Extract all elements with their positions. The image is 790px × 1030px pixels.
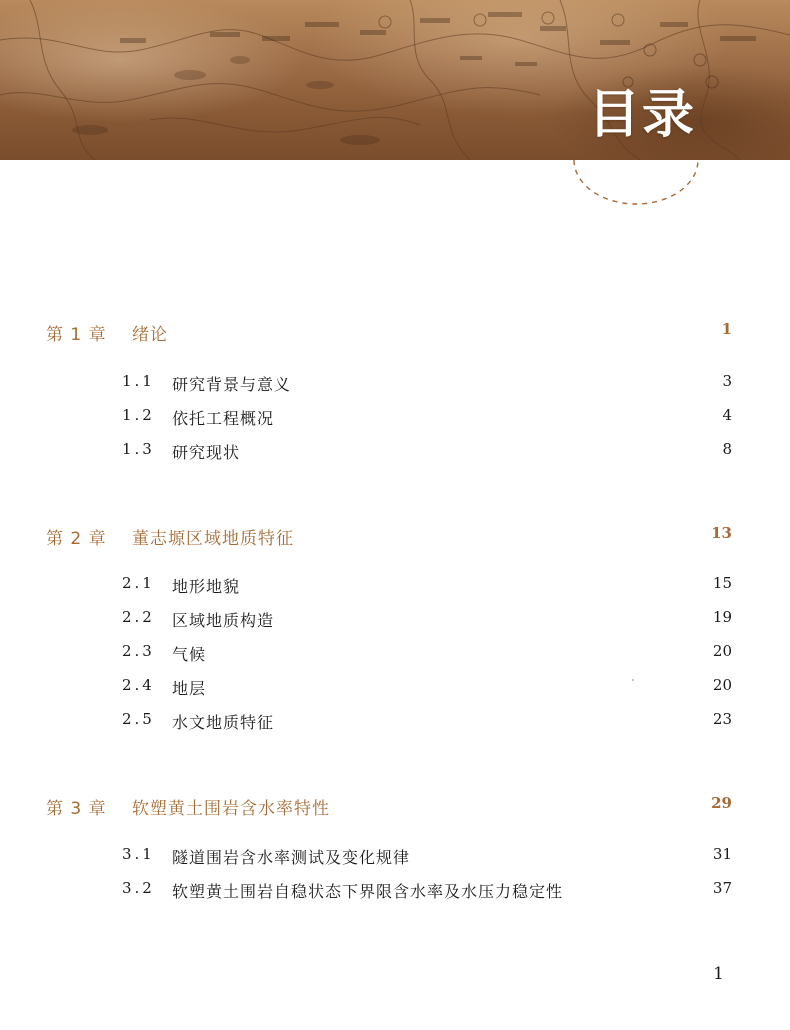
section-number: 3.2 <box>122 879 155 897</box>
toc-section-3-2[interactable] <box>122 879 732 905</box>
section-title: 依托工程概况 <box>172 409 275 428</box>
section-title: 地形地貌 <box>172 577 241 596</box>
toc-section-2-3[interactable] <box>122 642 732 668</box>
toc-section-2-4[interactable] <box>122 676 732 702</box>
section-title: 气候 <box>172 645 207 664</box>
toc-chapter-2[interactable] <box>46 524 732 554</box>
section-title: 水文地质特征 <box>172 713 275 732</box>
section-title: 研究现状 <box>172 443 241 462</box>
section-title: 区域地质构造 <box>172 611 275 630</box>
toc-section-1-2[interactable] <box>122 406 732 432</box>
toc-section-2-1[interactable] <box>122 574 732 600</box>
section-page: 31 <box>712 845 732 863</box>
toc-section-2-2[interactable] <box>122 608 732 634</box>
chapter-page: 29 <box>711 794 732 812</box>
page-number: 1 <box>713 964 724 984</box>
section-number: 2.3 <box>122 642 155 660</box>
chapter-title: 绪论 <box>132 325 168 345</box>
section-title: 地层 <box>172 679 207 698</box>
section-title: 软塑黄土围岩自稳状态下界限含水率及水压力稳定性 <box>172 882 564 901</box>
chapter-number: 第 1 章 <box>46 325 107 345</box>
section-page: 4 <box>722 406 732 424</box>
toc-section-3-1[interactable] <box>122 845 732 871</box>
chapter-page: 13 <box>711 524 732 542</box>
section-page: 3 <box>722 372 732 390</box>
section-page: 8 <box>722 440 732 458</box>
section-page: 37 <box>712 879 732 897</box>
section-page: 15 <box>712 574 732 592</box>
chapter-page: 1 <box>721 320 732 338</box>
chapter-number: 第 3 章 <box>46 799 107 819</box>
chapter-title: 董志塬区域地质特征 <box>132 529 294 549</box>
section-number: 2.5 <box>122 710 155 728</box>
print-speck <box>632 679 634 681</box>
section-number: 1.3 <box>122 440 155 458</box>
section-number: 1.2 <box>122 406 155 424</box>
dashed-arc-decoration <box>0 0 790 220</box>
page-title: 目录 <box>587 85 696 145</box>
section-page: 20 <box>712 676 732 694</box>
section-number: 2.1 <box>122 574 155 592</box>
section-number: 1.1 <box>122 372 155 390</box>
section-page: 23 <box>712 710 732 728</box>
section-title: 隧道围岩含水率测试及变化规律 <box>172 848 411 867</box>
section-number: 2.4 <box>122 676 155 694</box>
chapter-number: 第 2 章 <box>46 529 107 549</box>
section-page: 19 <box>712 608 732 626</box>
toc-chapter-1[interactable] <box>46 320 732 350</box>
section-title: 研究背景与意义 <box>172 375 292 394</box>
chapter-title: 软塑黄土围岩含水率特性 <box>132 799 330 819</box>
section-number: 3.1 <box>122 845 155 863</box>
toc-section-2-5[interactable] <box>122 710 732 736</box>
toc-section-1-1[interactable] <box>122 372 732 398</box>
section-number: 2.2 <box>122 608 155 626</box>
toc-chapter-3[interactable] <box>46 794 732 824</box>
toc-section-1-3[interactable] <box>122 440 732 466</box>
section-page: 20 <box>712 642 732 660</box>
